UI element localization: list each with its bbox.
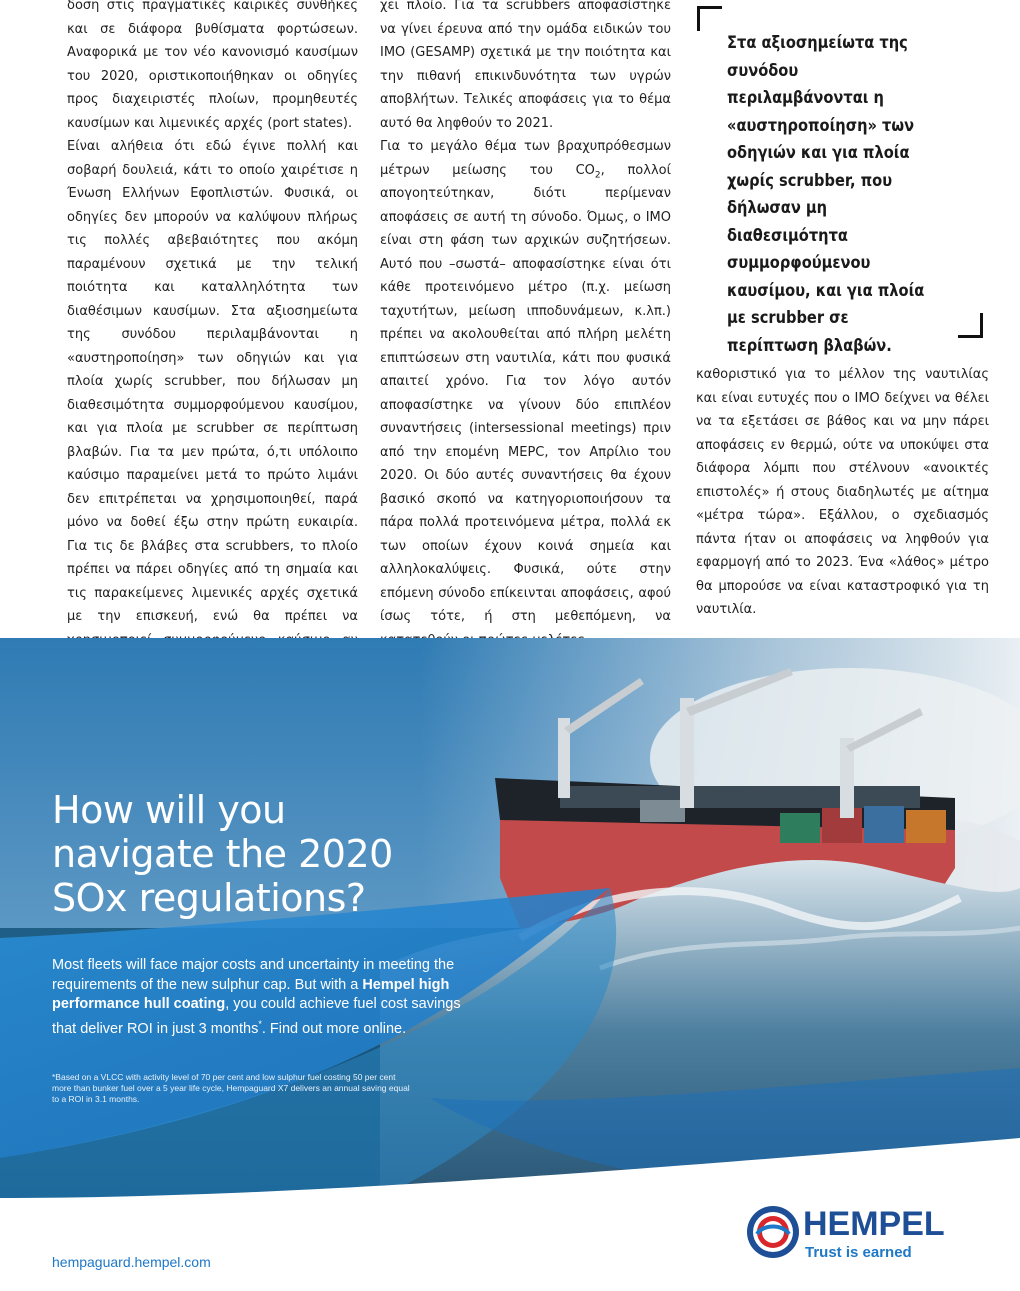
brand-tagline: Trust is earned <box>805 1244 912 1261</box>
paragraph-text: , πολλοί απογοητεύτηκαν, διότι περίμεναν αποφάσεις σε αυτή τη σύνοδο. Όμως, ο IMO είναι στη φάση των αρχικών συζητήσεων. Αυτό που –σωστά– αποφασίστηκε είναι ότι κάθε προτεινόμενο μέτρο (π.χ. μείωση ταχυτήτων, μείωση ιπποδυνάμεων, κ.λπ.) πρέπει να ακολουθείται από πλήρη μελέτη επιπτώσεων στη ναυτιλία, κάτι που φυσικά απαιτεί χρόνο. Για τον λόγο αυτόν αποφασίστηκε να γίνουν δύο επιπλέον συναντήσεις (intersessional meetings) πριν από την επομένη MEPC, τον Απρίλιο του 2020. Οι δύο αυτές συναντήσεις θα έχουν βασικό σκοπό να κατηγοριοποιήσουν τα πάρα πολλά προτεινόμενα μέτρα, πολλά εκ των οποίων έχουν κοινά σημεία και αλληλοκαλύψεις. Φυσικά, ούτε στην επόμενη σύνοδο επίκεινται αποφάσεις, αφού ίσως τότε, ή στη μεθεπόμενη, να <box>380 162 671 624</box>
pull-quote: Στα αξιοσημείωτα της συνόδου περιλαμβάνονται η «αυστηροποίηση» των οδηγιών και για πλοία χωρίς scrubber, που δήλωσαν μη διαθεσιμότητα συμμορφούμενου καυσίμου, και για πλοία με scrubber σε περίπτωση βλαβών. <box>727 33 925 356</box>
ad-body-part: . Find out more online. <box>261 1020 407 1037</box>
article-column-2 <box>380 0 671 676</box>
ad-headline-line: SOx regulations? <box>52 876 366 920</box>
hempel-logo[interactable] <box>745 1204 975 1274</box>
article-paragraph: καθοριστικό για το μέλλον της ναυτιλίας και είναι ευτυχές που ο IMO δείχνει να θέλει να τα εξετάσει σε βάθος και να μην πάρει αποφάσεις εν θερμώ, ούτε να υποκύψει στα διάφορα λόμπι που στέλνουν «ανοικτές επιστολές» ή στους διαδηλωτές με αίτημα «μέτρα τώρα». Εξάλλου, ο σχεδιασμός πάντα ήταν οι αποφάσεις να ληφθούν για εφαρμογή από το 2023. Ένα «λάθος» μέτρο θα μπορούσε να είναι καταστροφικό για τη ναυτιλία. <box>696 367 989 617</box>
ad-body-star: * <box>258 1018 262 1029</box>
subscript: 2 <box>594 170 601 181</box>
article-paragraph: Είναι αλήθεια ότι εδώ έγινε πολλή και σοβαρή δουλειά, κάτι το οποίο χαιρέτισε η Ένωση Ελλήνων Εφοπλιστών. Φυσικά, οι οδηγίες δεν μπορούν να καλύψουν πλήρως τις πολλές αβεβαιότητες που ακόμη παραμένουν σχετικά με την τελική ποιότητα και καταλληλότητα των διαθέσιμων καυσίμων. Στα αξιοσημείωτα της συνόδου περιλαμβάνονται η «αυστηροποίηση» των οδηγιών και για πλοία χωρίς scrubber, που δήλωσαν μη διαθεσιμότητα συμμορφούμενου καυσίμου, και για πλοία με scrubber σε περίπτωση βλαβών. Για τα μεν πρώτα, ό,τι υπόλοιπο καύσιμο παραμείνει μετά το πρώτο λιμάνι δεν επιτρέπεται να χρησιμοποιηθεί, παρά μόνο να δοθεί έξω στην πρώτη ευκαιρία. Για τις δε βλάβες στα scrubbers, το πλοίο πρέπει να πάρει οδηγίες από τη σημαία και τις παρακείμενες λιμενικές αρχές σχετικά με την επισκευή, ενώ θα πρέπει να <box>67 139 358 624</box>
article-paragraph <box>380 135 671 652</box>
article-column-3 <box>696 363 989 622</box>
ad-body-part: , you could achieve fuel cost savings that deliver ROI in just 3 months <box>52 996 461 1037</box>
ad-headline-line: navigate the 2020 <box>52 832 393 876</box>
paragraph-text: Για το μεγάλο θέμα των βραχυπρόθεσμων μέτρων μείωσης του CO <box>380 139 671 178</box>
article-paragraph: χει πλοίο. Για τα scrubbers αποφασίστηκε να γίνει έρευνα από την ομάδα ειδικών του IMO (GESAMP) σχετικά με την ποιότητα και την πιθανή επικινδυνότητα των υγρών αποβλήτων. Τελικές αποφάσεις για το θέμα αυτό θα ληφθούν το 2021. <box>380 0 671 131</box>
ad-footnote: *Based on a VLCC with activity level of 70 per cent and low sulphur fuel costing 50 per cent more than bunker fuel over a 5 year life cycle, Hempaguard X7 delivers an annual saving equal to a ROI in 3.1 months. <box>52 1072 410 1104</box>
article-column-1 <box>67 0 358 676</box>
pull-quote-corner-top-left <box>697 6 722 31</box>
hempel-roundel-icon <box>745 1204 807 1266</box>
ad-url-link[interactable]: hempaguard.hempel.com <box>52 1254 211 1270</box>
brand-name: HEMPEL <box>803 1205 945 1243</box>
ad-body-part: Most fleets will face major costs and uncertainty in meeting the requirements of the new sulphur cap. But with a <box>52 957 455 993</box>
ad-headline <box>52 788 532 920</box>
article-paragraph: δοση στις πραγματικές καιρικές συνθήκες και σε διάφορα βυθίσματα φορτώσεων. Αναφορικά με τον νέο κανονισμό καυσίμων του 2020, οριστικοποιήθηκαν οι οδηγίες προς διαχειριστές πλοίων, προμηθευτές καυσίμων και λιμενικές αρχές (port states). <box>67 0 358 131</box>
pull-quote-corner-bottom-right <box>958 313 983 338</box>
ad-headline-line: How will you <box>52 788 286 832</box>
ad-body-text <box>52 956 472 1039</box>
ad-body-bold: Hempel high performance hull coating <box>52 976 450 1012</box>
hempel-advertisement <box>0 638 1020 1291</box>
